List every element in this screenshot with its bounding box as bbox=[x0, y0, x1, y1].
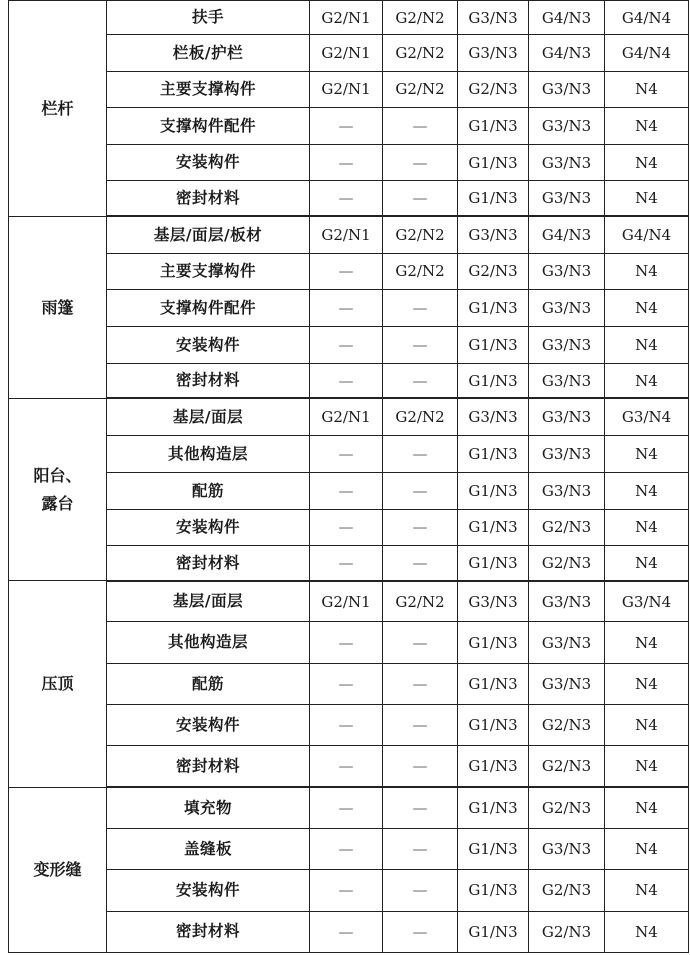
grade-cell: G1/N3 bbox=[458, 436, 529, 473]
component-name: 密封材料 bbox=[107, 545, 310, 580]
grade-cell: N4 bbox=[605, 663, 689, 704]
grade-cell: G1/N3 bbox=[458, 327, 529, 363]
grade-cell: — bbox=[310, 327, 383, 363]
grade-cell: G3/N4 bbox=[605, 398, 689, 435]
component-name: 安装构件 bbox=[107, 145, 310, 181]
grade-cell: G1/N3 bbox=[458, 705, 529, 746]
grade-cell: G2/N3 bbox=[529, 509, 605, 545]
component-name: 其他构造层 bbox=[107, 436, 310, 473]
grade-cell: G3/N3 bbox=[458, 398, 529, 435]
grade-cell: G3/N3 bbox=[529, 290, 605, 327]
component-name: 基层/面层/板材 bbox=[107, 216, 310, 253]
grade-cell: — bbox=[310, 290, 383, 327]
grade-cell: — bbox=[383, 622, 458, 663]
component-name: 配筋 bbox=[107, 663, 310, 704]
grade-cell: N4 bbox=[605, 327, 689, 363]
grade-cell: G1/N3 bbox=[458, 663, 529, 704]
table-row bbox=[9, 828, 689, 869]
grade-cell: — bbox=[383, 746, 458, 787]
table-row bbox=[9, 911, 689, 952]
table-row bbox=[9, 705, 689, 746]
component-name: 扶手 bbox=[107, 1, 310, 35]
grade-cell: — bbox=[310, 253, 383, 289]
grade-cell: G4/N4 bbox=[605, 216, 689, 253]
grade-cell: — bbox=[383, 327, 458, 363]
grade-cell: G1/N3 bbox=[458, 509, 529, 545]
grade-cell: — bbox=[310, 787, 383, 828]
grade-cell: — bbox=[310, 145, 383, 181]
grade-cell: G4/N3 bbox=[529, 35, 605, 71]
grade-cell: — bbox=[310, 545, 383, 580]
grade-cell: G1/N3 bbox=[458, 911, 529, 952]
grade-cell: G2/N3 bbox=[529, 787, 605, 828]
grade-cell: G1/N3 bbox=[458, 746, 529, 787]
grade-cell: — bbox=[310, 828, 383, 869]
grade-cell: — bbox=[383, 473, 458, 509]
table-row bbox=[9, 290, 689, 327]
grade-cell: — bbox=[310, 436, 383, 473]
grade-cell: G2/N1 bbox=[310, 1, 383, 35]
grade-cell: G3/N3 bbox=[529, 363, 605, 398]
grade-cell: N4 bbox=[605, 181, 689, 216]
grade-cell: G3/N3 bbox=[529, 663, 605, 704]
group-label: 变形缝 bbox=[9, 787, 107, 952]
table-row bbox=[9, 363, 689, 398]
table-row bbox=[9, 398, 689, 435]
grade-cell: — bbox=[310, 509, 383, 545]
table-row bbox=[9, 545, 689, 580]
table-row bbox=[9, 622, 689, 663]
grade-cell: N4 bbox=[605, 787, 689, 828]
grade-cell: — bbox=[383, 545, 458, 580]
component-name: 主要支撑构件 bbox=[107, 253, 310, 289]
grade-cell: G1/N3 bbox=[458, 473, 529, 509]
grade-cell: — bbox=[383, 145, 458, 181]
grade-cell: G4/N3 bbox=[529, 1, 605, 35]
table-row bbox=[9, 436, 689, 473]
table-row bbox=[9, 746, 689, 787]
grade-cell: G2/N2 bbox=[383, 253, 458, 289]
component-name: 填充物 bbox=[107, 787, 310, 828]
grade-cell: G3/N3 bbox=[529, 327, 605, 363]
table-row bbox=[9, 870, 689, 911]
table-row bbox=[9, 181, 689, 216]
grade-cell: N4 bbox=[605, 622, 689, 663]
grade-cell: G2/N3 bbox=[529, 705, 605, 746]
grade-cell: G3/N3 bbox=[529, 828, 605, 869]
table-row bbox=[9, 663, 689, 704]
grade-cell: G2/N3 bbox=[529, 870, 605, 911]
grade-cell: N4 bbox=[605, 911, 689, 952]
grade-cell: — bbox=[310, 746, 383, 787]
group-label: 栏杆 bbox=[9, 1, 107, 217]
grade-cell: — bbox=[383, 787, 458, 828]
grade-cell: G2/N1 bbox=[310, 581, 383, 622]
grade-cell: G3/N3 bbox=[458, 216, 529, 253]
table-row bbox=[9, 473, 689, 509]
group-label: 压顶 bbox=[9, 581, 107, 787]
grade-cell: G2/N2 bbox=[383, 216, 458, 253]
grade-cell: N4 bbox=[605, 473, 689, 509]
component-name: 盖缝板 bbox=[107, 828, 310, 869]
grade-cell: — bbox=[310, 705, 383, 746]
grade-cell: G3/N3 bbox=[529, 398, 605, 435]
grade-cell: G1/N3 bbox=[458, 870, 529, 911]
grade-cell: — bbox=[383, 705, 458, 746]
grade-cell: G3/N3 bbox=[529, 436, 605, 473]
grade-cell: — bbox=[310, 911, 383, 952]
grade-cell: N4 bbox=[605, 145, 689, 181]
grade-cell: G1/N3 bbox=[458, 622, 529, 663]
grade-cell: G2/N3 bbox=[458, 253, 529, 289]
grade-cell: — bbox=[383, 107, 458, 144]
grade-cell: — bbox=[310, 473, 383, 509]
specification-table bbox=[8, 0, 689, 953]
grade-cell: N4 bbox=[605, 290, 689, 327]
group-label: 雨篷 bbox=[9, 216, 107, 398]
table-row bbox=[9, 71, 689, 107]
grade-cell: G2/N2 bbox=[383, 398, 458, 435]
grade-cell: G3/N3 bbox=[458, 1, 529, 35]
component-name: 支撑构件配件 bbox=[107, 290, 310, 327]
grade-cell: G4/N4 bbox=[605, 1, 689, 35]
grade-cell: G1/N3 bbox=[458, 181, 529, 216]
component-name: 安装构件 bbox=[107, 705, 310, 746]
component-name: 密封材料 bbox=[107, 181, 310, 216]
grade-cell: — bbox=[383, 436, 458, 473]
component-name: 基层/面层 bbox=[107, 581, 310, 622]
table-row bbox=[9, 107, 689, 144]
grade-cell: N4 bbox=[605, 509, 689, 545]
table-row bbox=[9, 145, 689, 181]
grade-cell: G2/N2 bbox=[383, 71, 458, 107]
group-label-line: 露台 bbox=[41, 493, 74, 513]
table-row bbox=[9, 35, 689, 71]
grade-cell: — bbox=[310, 107, 383, 144]
component-name: 配筋 bbox=[107, 473, 310, 509]
grade-cell: — bbox=[310, 622, 383, 663]
table-row bbox=[9, 581, 689, 622]
grade-cell: N4 bbox=[605, 545, 689, 580]
grade-cell: G1/N3 bbox=[458, 290, 529, 327]
grade-cell: G2/N3 bbox=[529, 545, 605, 580]
grade-cell: G1/N3 bbox=[458, 787, 529, 828]
grade-cell: G4/N3 bbox=[529, 216, 605, 253]
group-label bbox=[9, 398, 107, 580]
table-row bbox=[9, 327, 689, 363]
grade-cell: — bbox=[310, 181, 383, 216]
grade-cell: N4 bbox=[605, 828, 689, 869]
table-row bbox=[9, 787, 689, 828]
component-name: 密封材料 bbox=[107, 363, 310, 398]
grade-cell: N4 bbox=[605, 870, 689, 911]
grade-cell: G3/N3 bbox=[529, 107, 605, 144]
grade-cell: G2/N1 bbox=[310, 398, 383, 435]
component-name: 安装构件 bbox=[107, 509, 310, 545]
grade-cell: G2/N2 bbox=[383, 1, 458, 35]
grade-cell: G2/N2 bbox=[383, 35, 458, 71]
grade-cell: G3/N3 bbox=[458, 35, 529, 71]
grade-cell: — bbox=[383, 663, 458, 704]
grade-cell: N4 bbox=[605, 705, 689, 746]
grade-cell: — bbox=[383, 911, 458, 952]
component-name: 安装构件 bbox=[107, 327, 310, 363]
grade-cell: G3/N3 bbox=[458, 581, 529, 622]
grade-cell: G2/N1 bbox=[310, 216, 383, 253]
grade-cell: G2/N1 bbox=[310, 35, 383, 71]
grade-cell: G3/N3 bbox=[529, 145, 605, 181]
grade-cell: G1/N3 bbox=[458, 145, 529, 181]
table-row bbox=[9, 216, 689, 253]
grade-cell: G4/N4 bbox=[605, 35, 689, 71]
grade-cell: — bbox=[310, 663, 383, 704]
grade-cell: — bbox=[310, 870, 383, 911]
component-name: 密封材料 bbox=[107, 911, 310, 952]
grade-cell: G1/N3 bbox=[458, 107, 529, 144]
table-row bbox=[9, 1, 689, 35]
grade-cell: G3/N3 bbox=[529, 473, 605, 509]
grade-cell: G3/N4 bbox=[605, 581, 689, 622]
component-name: 其他构造层 bbox=[107, 622, 310, 663]
component-name: 安装构件 bbox=[107, 870, 310, 911]
grade-cell: G1/N3 bbox=[458, 828, 529, 869]
grade-cell: — bbox=[383, 828, 458, 869]
grade-cell: — bbox=[383, 870, 458, 911]
grade-cell: G2/N3 bbox=[529, 746, 605, 787]
table-row bbox=[9, 509, 689, 545]
grade-cell: G3/N3 bbox=[529, 581, 605, 622]
grade-cell: G2/N2 bbox=[383, 581, 458, 622]
grade-cell: G3/N3 bbox=[529, 71, 605, 107]
grade-cell: G3/N3 bbox=[529, 622, 605, 663]
table-body bbox=[9, 1, 689, 953]
grade-cell: — bbox=[383, 290, 458, 327]
grade-cell: — bbox=[310, 363, 383, 398]
group-label-line: 阳台、 bbox=[33, 466, 82, 486]
grade-cell: N4 bbox=[605, 71, 689, 107]
grade-cell: N4 bbox=[605, 253, 689, 289]
grade-cell: G2/N1 bbox=[310, 71, 383, 107]
component-name: 支撑构件配件 bbox=[107, 107, 310, 144]
grade-cell: — bbox=[383, 181, 458, 216]
grade-cell: G2/N3 bbox=[529, 911, 605, 952]
grade-cell: G3/N3 bbox=[529, 181, 605, 216]
grade-cell: N4 bbox=[605, 363, 689, 398]
grade-cell: — bbox=[383, 363, 458, 398]
grade-cell: G3/N3 bbox=[529, 253, 605, 289]
grade-cell: G2/N3 bbox=[458, 71, 529, 107]
grade-cell: G1/N3 bbox=[458, 363, 529, 398]
grade-cell: N4 bbox=[605, 746, 689, 787]
component-name: 主要支撑构件 bbox=[107, 71, 310, 107]
component-name: 密封材料 bbox=[107, 746, 310, 787]
grade-cell: N4 bbox=[605, 107, 689, 144]
table-row bbox=[9, 253, 689, 289]
grade-cell: — bbox=[383, 509, 458, 545]
component-name: 栏板/护栏 bbox=[107, 35, 310, 71]
component-name: 基层/面层 bbox=[107, 398, 310, 435]
grade-cell: G1/N3 bbox=[458, 545, 529, 580]
grade-cell: N4 bbox=[605, 436, 689, 473]
